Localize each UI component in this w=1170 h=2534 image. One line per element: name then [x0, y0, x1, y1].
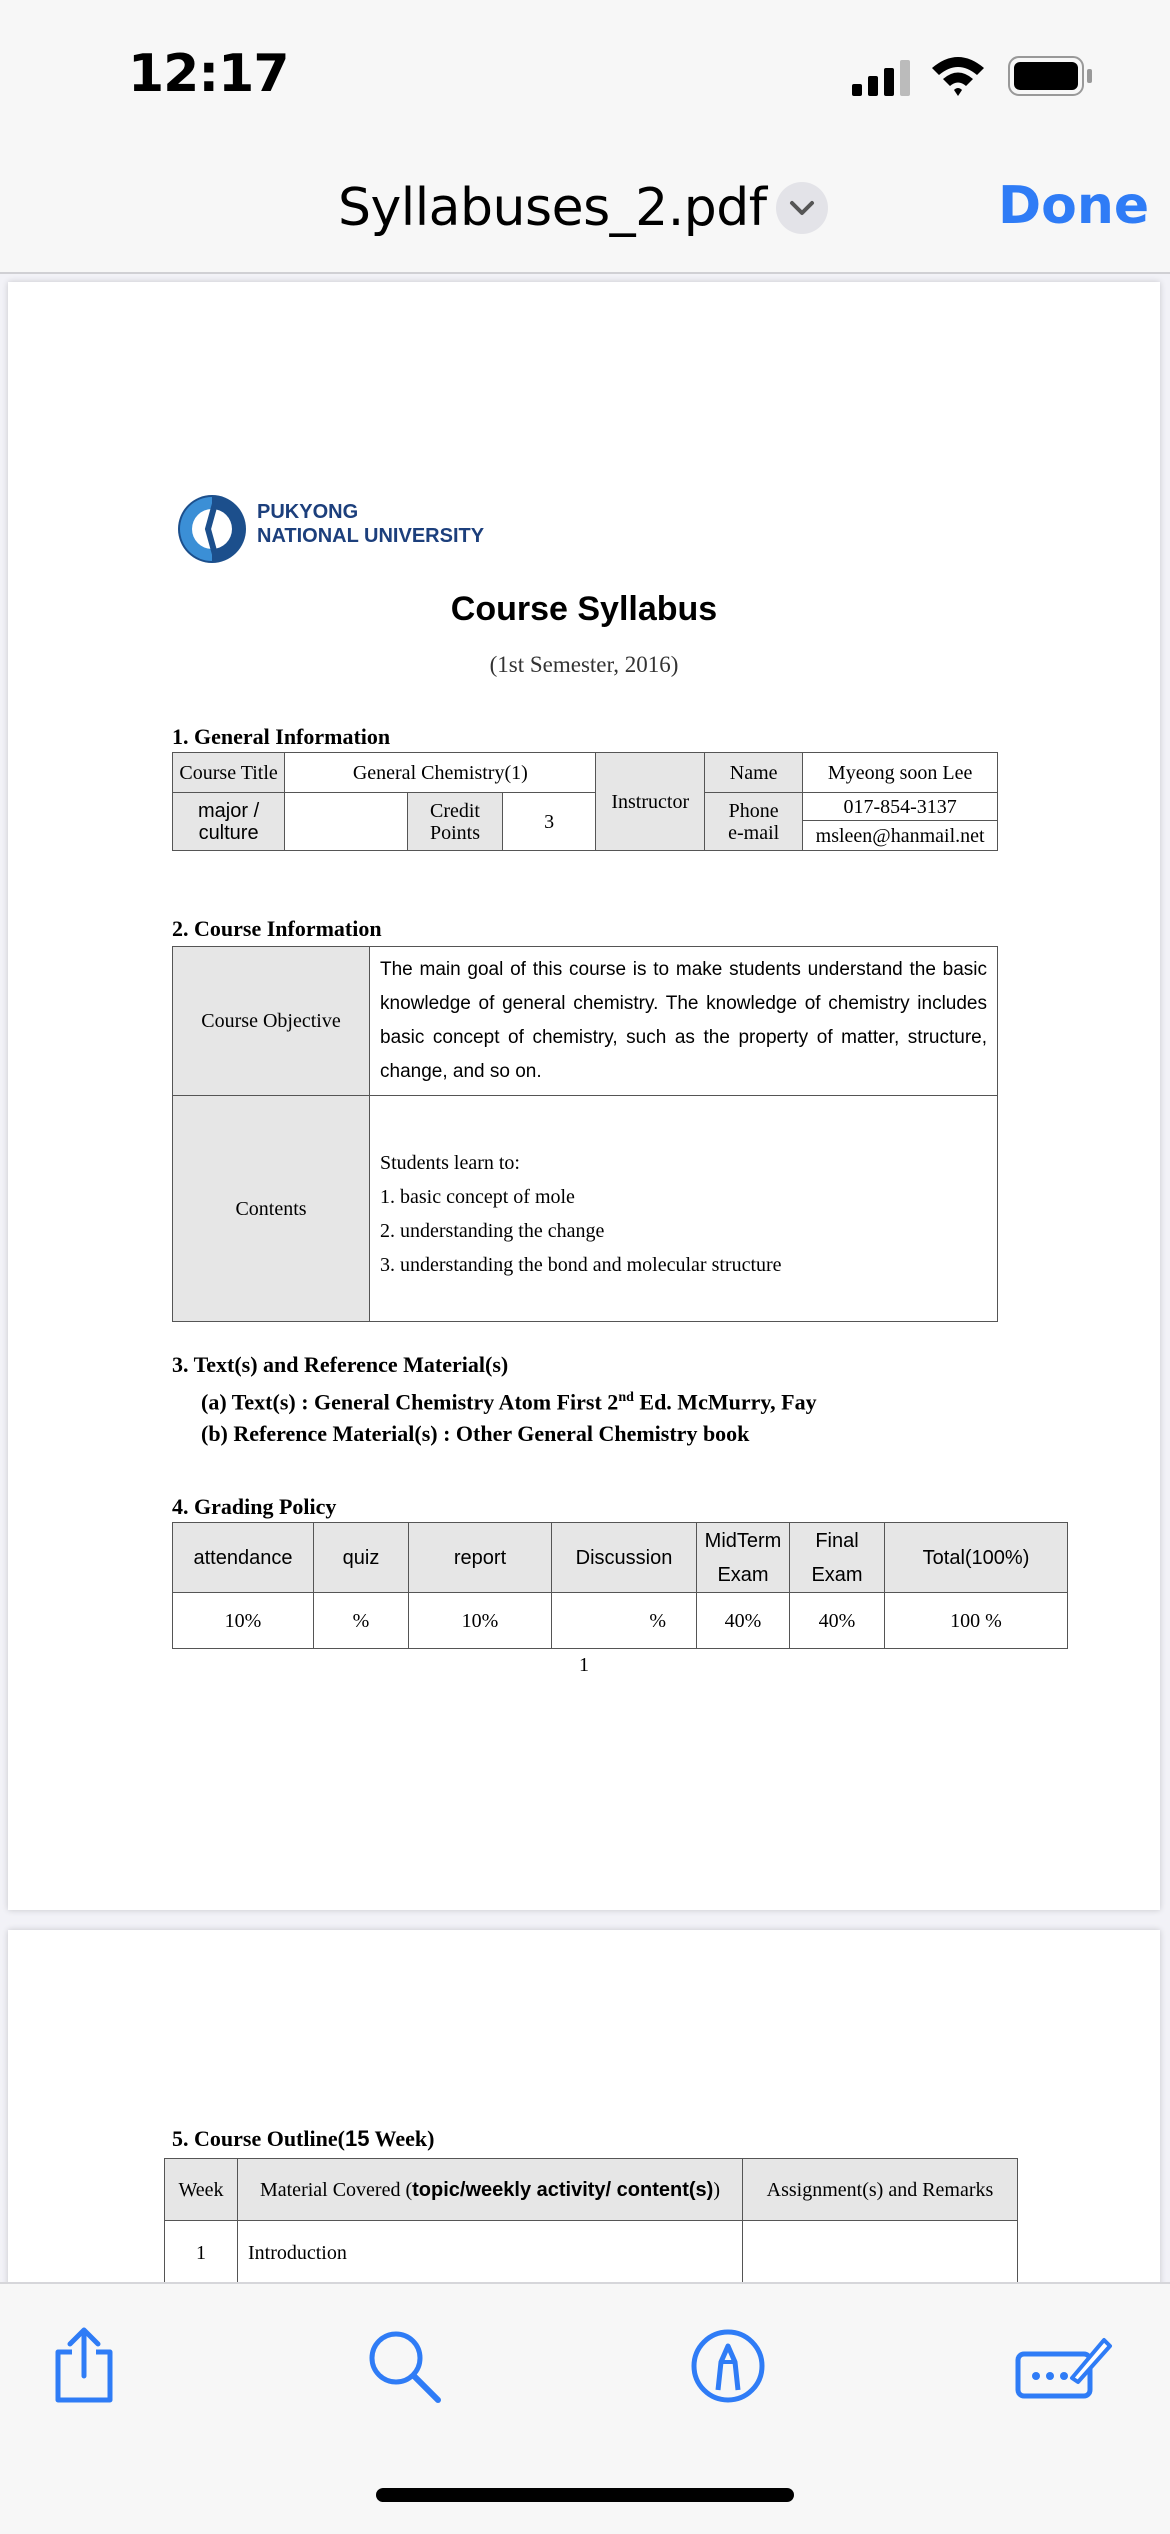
text-material-b: (b) Reference Material(s) : Other General Chemistry book — [201, 1421, 750, 1446]
text-material-a: (a) Text(s) : General Chemistry Atom First 2nd Ed. McMurry, Fay — [201, 1389, 817, 1415]
home-indicator — [376, 2488, 794, 2502]
contents-item: 1. basic concept of mole — [380, 1185, 575, 1208]
general-info-table — [172, 752, 998, 851]
remarks-header: Assignment(s) and Remarks — [743, 2159, 1018, 2221]
phone-value: 017-854-3137 — [803, 793, 998, 821]
contents-item: 3. understanding the bond and molecular structure — [380, 1253, 782, 1276]
grading-policy-table — [172, 1522, 1068, 1649]
fill-sign-icon[interactable] — [1014, 2326, 1114, 2406]
grading-value: 10% — [173, 1593, 314, 1649]
grading-value: 10% — [409, 1593, 552, 1649]
course-title-label: Course Title — [173, 753, 285, 793]
grading-header: attendance — [173, 1523, 314, 1593]
email-value: msleen@hanmail.net — [803, 821, 998, 851]
credit-points-label: Credit Points — [408, 793, 502, 851]
battery-icon — [1008, 56, 1094, 96]
section-heading-general: 1. General Information — [172, 724, 391, 749]
remarks-cell — [743, 2221, 1018, 2285]
material-header: Material Covered (topic/weekly activity/ content(s)) — [238, 2159, 743, 2221]
grading-header: MidTerm Exam — [697, 1523, 790, 1593]
grading-header: Total(100%) — [885, 1523, 1068, 1593]
done-button[interactable]: Done — [998, 176, 1150, 236]
credit-points-value: 3 — [502, 793, 596, 851]
instructor-name: Myeong soon Lee — [803, 753, 998, 793]
instructor-label: Instructor — [596, 753, 705, 851]
grading-value: 40% — [697, 1593, 790, 1649]
course-objective-label: Course Objective — [173, 947, 370, 1096]
section-heading-texts: 3. Text(s) and Reference Material(s) — [172, 1352, 509, 1377]
semester-label: (1st Semester, 2016) — [489, 652, 679, 677]
grading-value: % — [552, 1593, 697, 1649]
contents-text: Students learn to: 1. basic concept of mole 2. understanding the change 3. understanding the bond and molecular structure — [370, 1096, 998, 1322]
material-cell: Introduction — [238, 2221, 743, 2285]
name-label: Name — [705, 753, 803, 793]
title-menu-button[interactable] — [776, 182, 828, 234]
share-icon[interactable] — [44, 2326, 124, 2406]
pdf-page-2 — [8, 1930, 1160, 2290]
phone-email-label: Phone e-mail — [705, 793, 803, 851]
pdf-page-1 — [8, 282, 1160, 1910]
page-number: 1 — [579, 1654, 589, 1676]
nav-bar — [0, 140, 1170, 274]
section-heading-grading: 4. Grading Policy — [172, 1494, 337, 1519]
course-info-table — [172, 946, 998, 1322]
markup-icon[interactable] — [688, 2326, 768, 2406]
course-objective-text: The main goal of this course is to make students understand the basic knowledge of general chemistry. The knowledge of chemistry includes basic concept of chemistry, such as the property of matter, structure, change, and so on. — [370, 947, 998, 1096]
major-culture-label: major / culture — [173, 793, 285, 851]
university-logo — [172, 492, 252, 566]
status-time: 12:17 — [128, 44, 289, 104]
contents-label: Contents — [173, 1096, 370, 1322]
week-header: Week — [165, 2159, 238, 2221]
contents-item: 2. understanding the change — [380, 1219, 605, 1242]
course-outline-table — [164, 2158, 1018, 2285]
grading-value: 40% — [790, 1593, 885, 1649]
grading-header: Discussion — [552, 1523, 697, 1593]
section-heading-outline: 5. Course Outline(15 Week) — [172, 2126, 435, 2151]
grading-header: Final Exam — [790, 1523, 885, 1593]
grading-header: report — [409, 1523, 552, 1593]
grading-header: quiz — [314, 1523, 409, 1593]
document-title[interactable]: Syllabuses_2.pdf — [338, 178, 767, 238]
week-cell: 1 — [165, 2221, 238, 2285]
major-culture-value — [285, 793, 408, 851]
cellular-signal-icon — [852, 60, 914, 96]
section-heading-course-info: 2. Course Information — [172, 916, 382, 941]
search-icon[interactable] — [364, 2326, 444, 2406]
grading-value: 100 % — [885, 1593, 1068, 1649]
wifi-icon — [930, 54, 986, 98]
chevron-down-icon — [776, 182, 828, 234]
syllabus-title: Course Syllabus — [450, 590, 718, 628]
university-name: PUKYONG NATIONAL UNIVERSITY — [257, 501, 485, 547]
course-title-value: General Chemistry(1) — [285, 753, 596, 793]
grading-value: % — [314, 1593, 409, 1649]
status-bar — [0, 0, 1170, 140]
